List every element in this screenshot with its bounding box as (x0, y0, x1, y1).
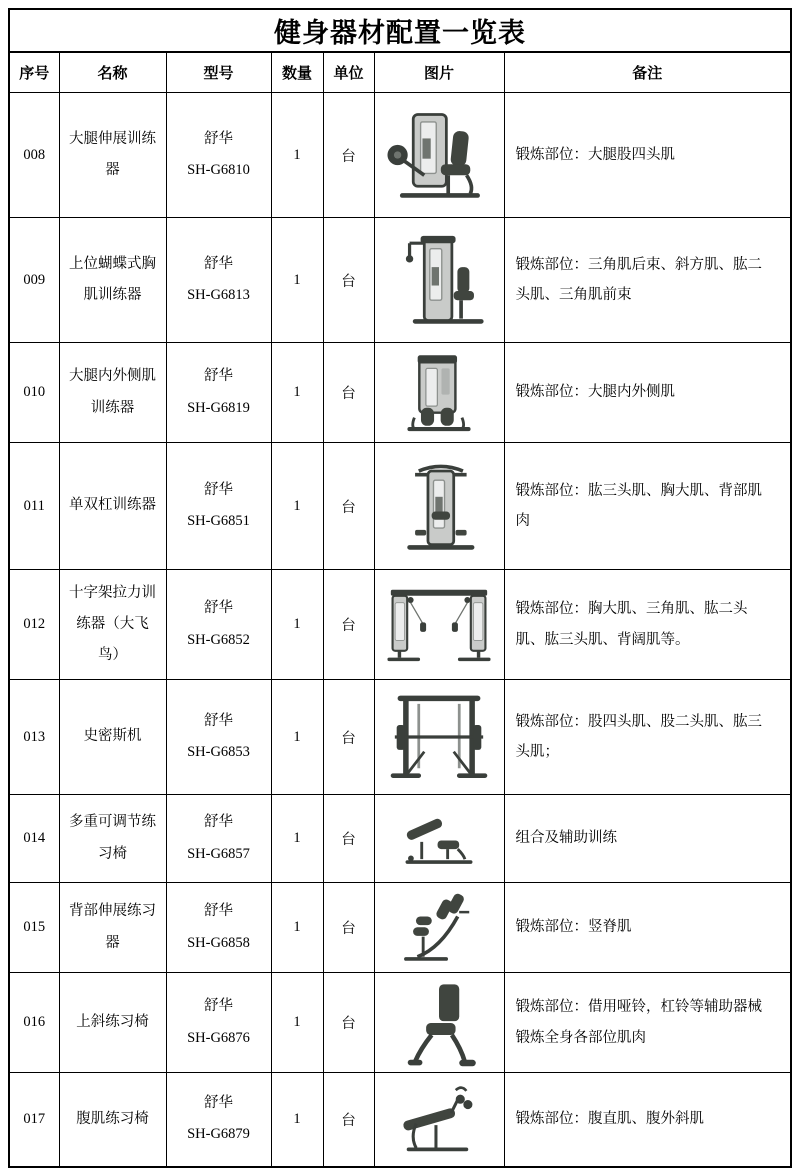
remark-cell: 锻炼部位：三角肌后束、斜方肌、肱二头肌、三角肌前束 (504, 218, 791, 343)
unit-cell: 台 (323, 443, 374, 570)
quantity-cell: 1 (271, 343, 323, 443)
picture-cell (374, 973, 504, 1073)
model-cell (166, 93, 271, 218)
serial-cell: 015 (9, 883, 59, 973)
serial-cell: 016 (9, 973, 59, 1073)
unit-cell: 台 (323, 218, 374, 343)
serial-cell: 017 (9, 1073, 59, 1167)
name-cell: 史密斯机 (59, 680, 166, 795)
quantity-cell: 1 (271, 570, 323, 680)
picture-cell (374, 443, 504, 570)
model-cell (166, 218, 271, 343)
quantity-cell: 1 (271, 93, 323, 218)
model-cell (166, 343, 271, 443)
unit-cell: 台 (323, 343, 374, 443)
model-number: SH-G6858 (187, 934, 250, 951)
quantity-cell: 1 (271, 443, 323, 570)
col-header-quantity: 数量 (271, 52, 323, 93)
serial-cell: 009 (9, 218, 59, 343)
brand-label: 舒华 (204, 814, 233, 831)
remark-cell: 锻炼部位：大腿股四头肌 (504, 93, 791, 218)
model-cell (166, 443, 271, 570)
col-header-name: 名称 (59, 52, 166, 93)
model-cell (166, 973, 271, 1073)
model-number: SH-G6851 (187, 513, 250, 529)
unit-cell: 台 (323, 973, 374, 1073)
unit-cell: 台 (323, 883, 374, 973)
quantity-cell: 1 (271, 973, 323, 1073)
brand-label: 舒华 (204, 368, 233, 385)
brand-label: 舒华 (204, 600, 233, 617)
model-number: SH-G6852 (187, 631, 250, 648)
col-header-remark: 备注 (504, 52, 791, 93)
adjustable-bench-image (380, 803, 498, 875)
name-cell: 单双杠训练器 (59, 443, 166, 570)
table-row (9, 883, 791, 973)
model-number: SH-G6879 (187, 1126, 250, 1143)
picture-cell (374, 93, 504, 218)
model-cell (166, 795, 271, 883)
cable-crossover-machine-image (380, 582, 498, 668)
picture-cell (374, 795, 504, 883)
model-cell (166, 883, 271, 973)
table-row (9, 795, 791, 883)
table-row (9, 1073, 791, 1167)
quantity-cell: 1 (271, 680, 323, 795)
table-row (9, 680, 791, 795)
pec-fly-machine-image (380, 234, 498, 326)
quantity-cell: 1 (271, 1073, 323, 1167)
brand-label: 舒华 (204, 255, 233, 272)
picture-cell (374, 883, 504, 973)
remark-cell: 锻炼部位：腹直肌、腹外斜肌 (504, 1073, 791, 1167)
table-row (9, 443, 791, 570)
model-cell (166, 1073, 271, 1167)
col-header-unit: 单位 (323, 52, 374, 93)
remark-cell: 锻炼部位：大腿内外侧肌 (504, 343, 791, 443)
model-number: SH-G6876 (187, 1029, 250, 1046)
remark-cell: 锻炼部位：胸大肌、三角肌、肱二头肌、肱三头肌、背阔肌等。 (504, 570, 791, 680)
table-row (9, 93, 791, 218)
brand-label: 舒华 (204, 1095, 233, 1112)
name-cell: 大腿伸展训练器 (59, 93, 166, 218)
remark-cell: 锻炼部位：股四头肌、股二头肌、肱三头肌； (504, 680, 791, 795)
name-cell: 腹肌练习椅 (59, 1073, 166, 1167)
model-number: SH-G6810 (187, 162, 250, 178)
brand-label: 舒华 (204, 712, 233, 729)
unit-cell: 台 (323, 795, 374, 883)
table-row (9, 570, 791, 680)
model-number: SH-G6813 (187, 287, 250, 303)
remark-cell: 锻炼部位：竖脊肌 (504, 883, 791, 973)
picture-cell (374, 570, 504, 680)
smith-machine-image (380, 691, 498, 783)
picture-cell (374, 680, 504, 795)
col-header-serial: 序号 (9, 52, 59, 93)
ab-crunch-bench-image (380, 1081, 498, 1157)
unit-cell: 台 (323, 1073, 374, 1167)
name-cell: 背部伸展练习器 (59, 883, 166, 973)
col-header-picture: 图片 (374, 52, 504, 93)
equipment-table (8, 8, 792, 1168)
serial-cell: 010 (9, 343, 59, 443)
quantity-cell: 1 (271, 218, 323, 343)
unit-cell: 台 (323, 93, 374, 218)
name-cell: 多重可调节练习椅 (59, 795, 166, 883)
brand-label: 舒华 (204, 481, 233, 498)
model-number: SH-G6819 (187, 399, 250, 416)
table-row (9, 218, 791, 343)
brand-label: 舒华 (204, 998, 233, 1015)
remark-cell: 锻炼部位：肱三头肌、胸大肌、背部肌肉 (504, 443, 791, 570)
model-number: SH-G6853 (187, 744, 250, 760)
header-row (9, 52, 791, 93)
table-row (9, 343, 791, 443)
serial-cell: 008 (9, 93, 59, 218)
serial-cell: 013 (9, 680, 59, 795)
quantity-cell: 1 (271, 883, 323, 973)
table-row (9, 973, 791, 1073)
model-cell (166, 570, 271, 680)
model-cell (166, 680, 271, 795)
col-header-model: 型号 (166, 52, 271, 93)
picture-cell (374, 343, 504, 443)
picture-cell (374, 218, 504, 343)
leg-extension-machine-image (380, 109, 498, 201)
remark-cell: 锻炼部位：借用哑铃，杠铃等辅助器械锻炼全身各部位肌肉 (504, 973, 791, 1073)
brand-label: 舒华 (204, 130, 233, 147)
remark-cell: 组合及辅助训练 (504, 795, 791, 883)
serial-cell: 012 (9, 570, 59, 680)
title-row (9, 9, 791, 52)
picture-cell (374, 1073, 504, 1167)
serial-cell: 011 (9, 443, 59, 570)
name-cell: 大腿内外侧肌训练器 (59, 343, 166, 443)
name-cell: 十字架拉力训练器（大飞鸟） (59, 570, 166, 680)
name-cell: 上位蝴蝶式胸肌训练器 (59, 218, 166, 343)
upright-utility-chair-image (380, 977, 498, 1069)
model-number: SH-G6857 (187, 845, 250, 862)
name-cell: 上斜练习椅 (59, 973, 166, 1073)
equipment-sheet (8, 8, 792, 1168)
thigh-machine-image (380, 352, 498, 434)
quantity-cell: 1 (271, 795, 323, 883)
dip-chin-machine-image (380, 460, 498, 552)
page-title: 健身器材配置一览表 (9, 9, 791, 52)
unit-cell: 台 (323, 570, 374, 680)
unit-cell: 台 (323, 680, 374, 795)
equipment-table-body (9, 93, 791, 1167)
serial-cell: 014 (9, 795, 59, 883)
back-extension-bench-image (380, 892, 498, 964)
brand-label: 舒华 (204, 903, 233, 920)
